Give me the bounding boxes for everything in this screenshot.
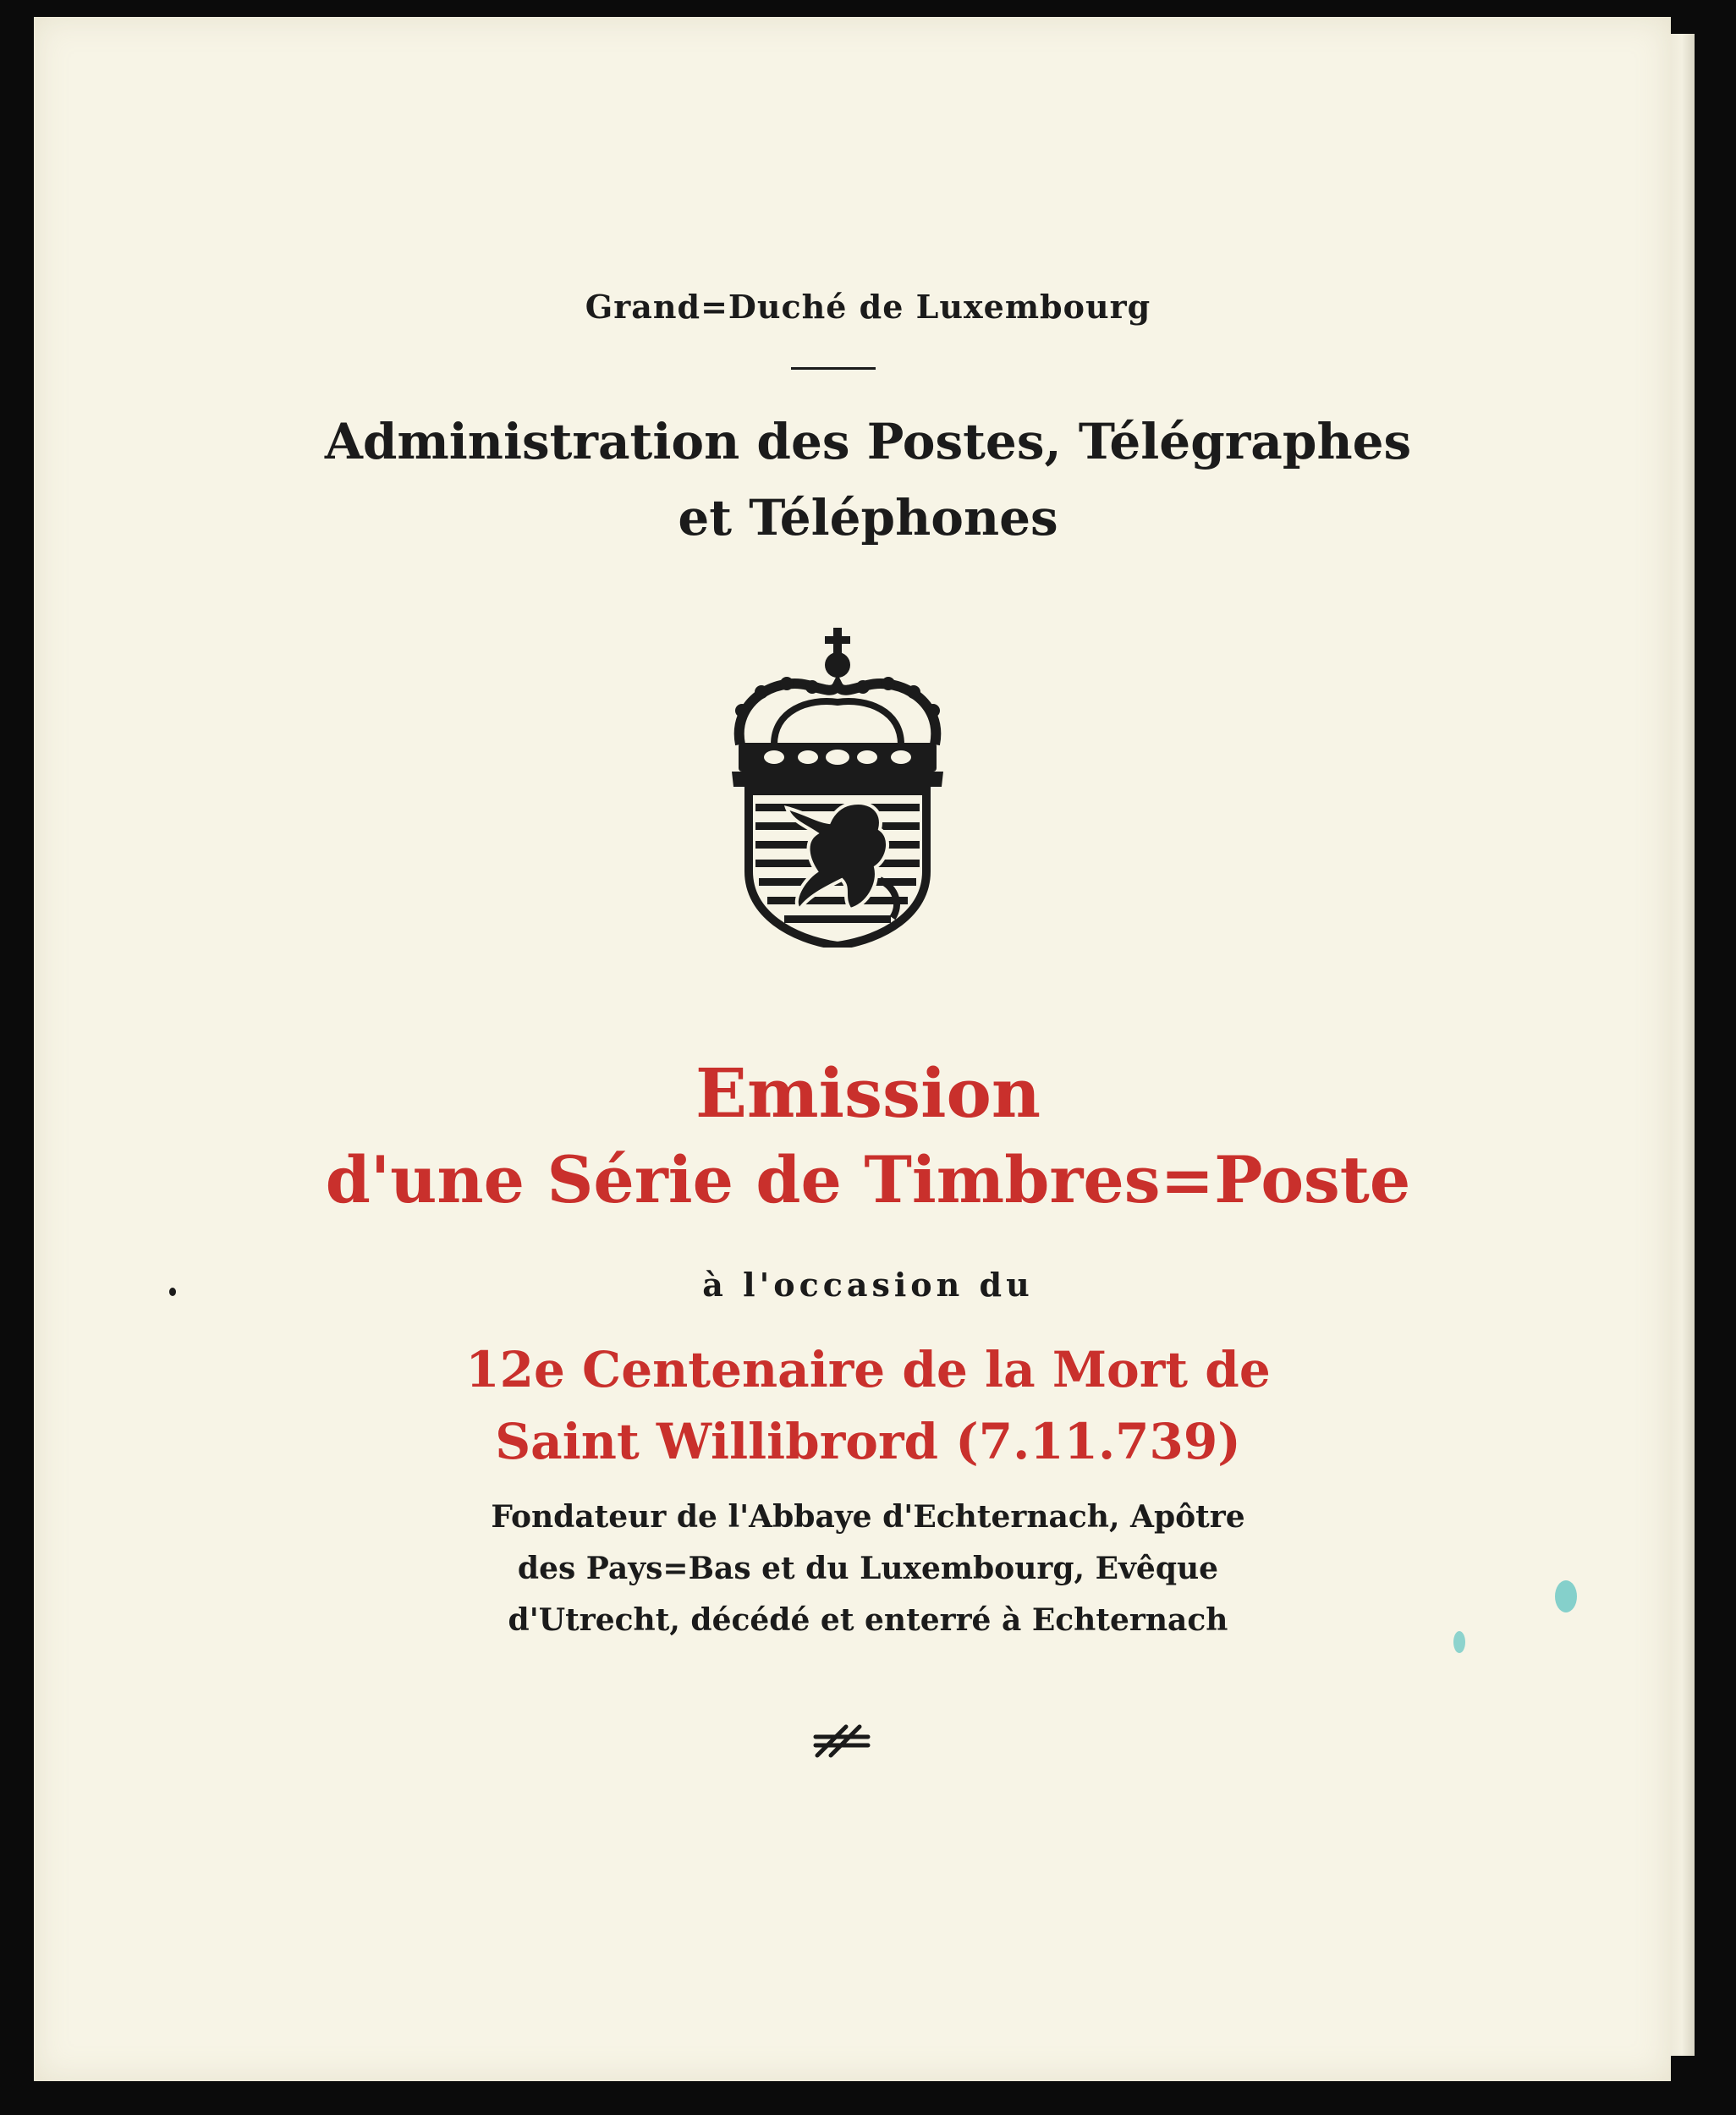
fleuron-ornament-icon	[812, 1722, 871, 1760]
ink-spot	[1555, 1580, 1577, 1612]
header-grand-duche: Grand=Duché de Luxembourg	[585, 288, 1151, 326]
occasion-line: à l'occasion du	[702, 1266, 1034, 1304]
administration-line-2: et Téléphones	[678, 489, 1058, 547]
ink-spot	[1453, 1631, 1465, 1653]
document-page	[34, 17, 1671, 2081]
administration-line-1: Administration des Postes, Télégraphes	[324, 413, 1412, 470]
luxembourg-coat-of-arms-icon	[723, 626, 952, 948]
centenary-line-1: 12e Centenaire de la Mort de	[465, 1341, 1271, 1398]
title-emission: Emission	[695, 1053, 1041, 1133]
ink-spot	[169, 1288, 176, 1296]
description-line-1: Fondateur de l'Abbaye d'Echternach, Apôtre	[491, 1499, 1245, 1535]
centenary-line-2: Saint Willibrord (7.11.739)	[495, 1413, 1241, 1470]
description-line-3: d'Utrecht, décédé et enterré à Echternach	[508, 1602, 1228, 1638]
header-divider	[791, 367, 876, 370]
description-line-2: des Pays=Bas et du Luxembourg, Evêque	[517, 1551, 1219, 1586]
title-serie-timbres: d'une Série de Timbres=Poste	[325, 1142, 1411, 1217]
